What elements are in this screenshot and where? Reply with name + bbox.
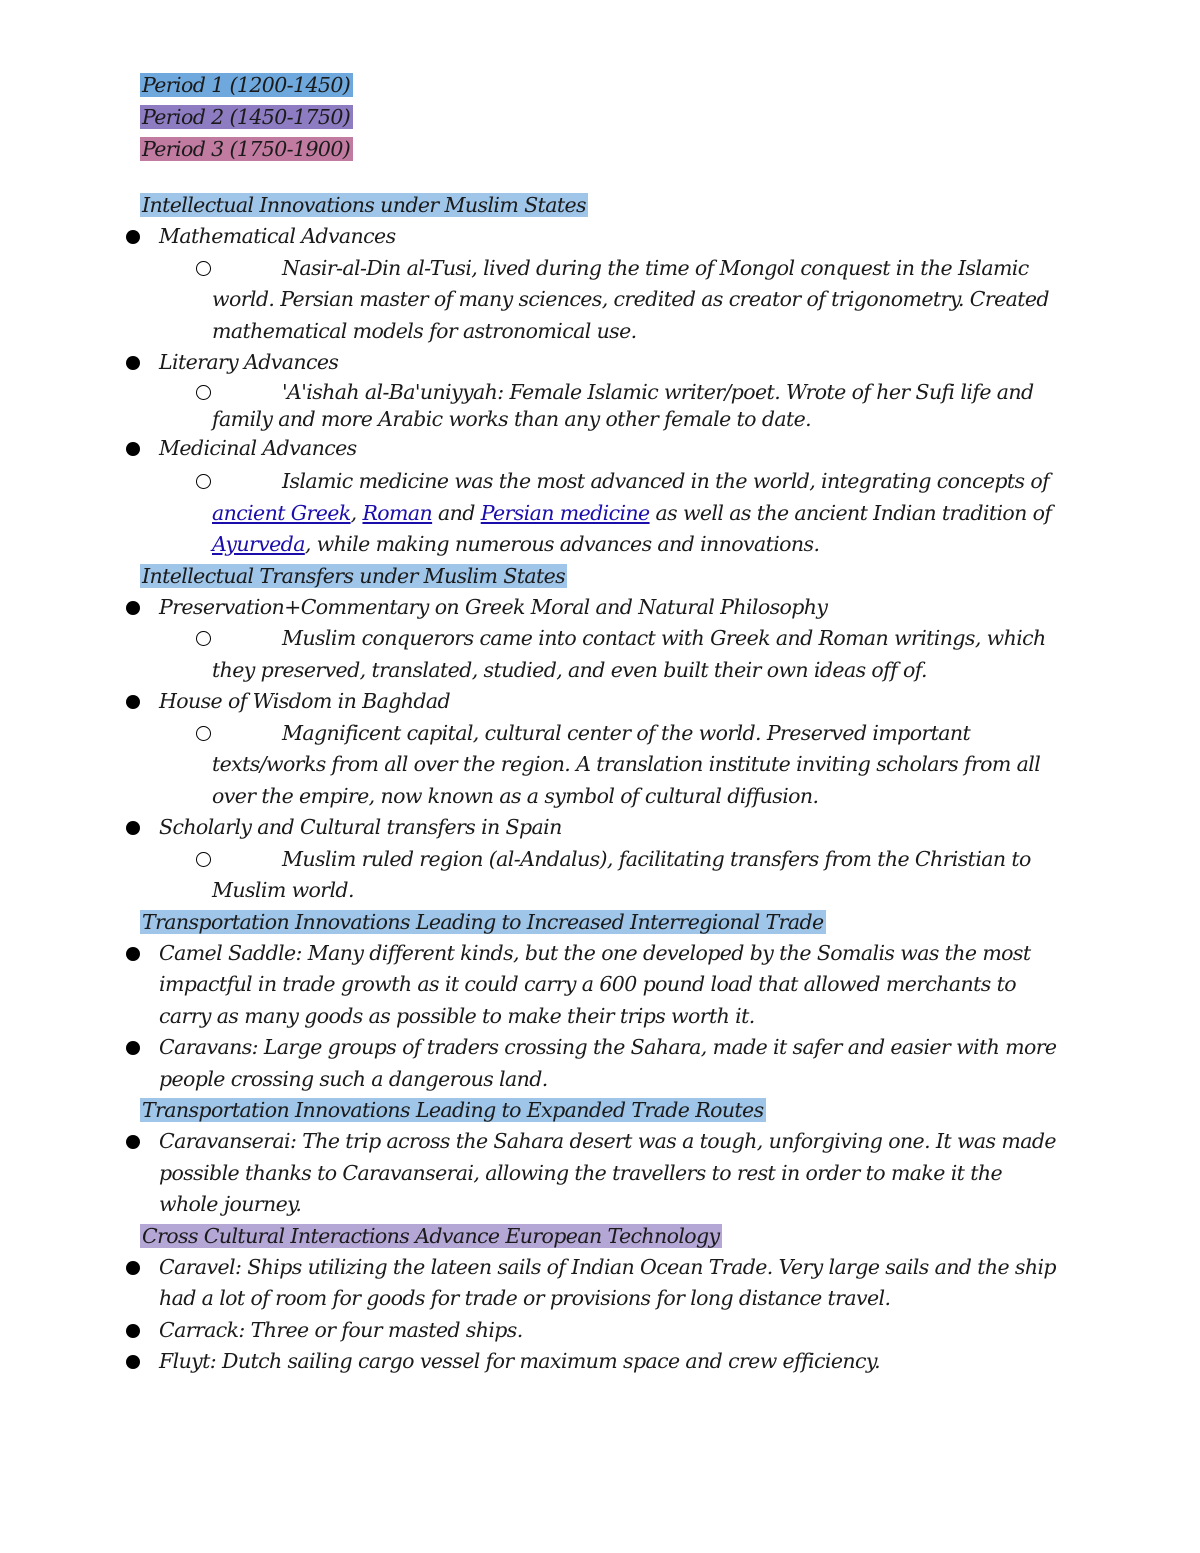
bullet-medicinal-advances: Medicinal Advances: [0, 433, 1200, 465]
link-roman[interactable]: Roman: [362, 500, 433, 525]
sub-bullet-circle: [196, 631, 211, 646]
bullet-dot: [126, 601, 140, 615]
bullet-preservation-commentary: Preservation+Commentary on Greek Moral and Natural Philosophy: [0, 592, 1200, 624]
sub-bullet-circle: [196, 852, 211, 867]
period-legend: [140, 70, 353, 166]
bullet-house-of-wisdom: House of Wisdom in Baghdad: [0, 686, 1200, 718]
bullet-dot: [126, 1355, 140, 1369]
bullet-dot: [126, 947, 140, 961]
period-3-label: Period 3 (1750-1900): [140, 134, 353, 164]
bullet-dot: [126, 230, 140, 244]
bullet-dot: [126, 1135, 140, 1149]
section-heading-intellectual-transfers: Intellectual Transfers under Muslim States: [142, 563, 566, 588]
sub-bullet-islamic-medicine: Islamic medicine was the most advanced in the world, integrating concepts of ancient Greek, Roman and Persian medicine as well as the ancient Indian tradition of Ayurveda, while making numerous advances and innovations.: [0, 464, 1200, 561]
bullet-dot: [126, 1041, 140, 1055]
bullet-dot: [126, 442, 140, 456]
section-heading-expanded-trade-routes: Transportation Innovations Leading to Expanded Trade Routes: [142, 1098, 764, 1122]
bullet-caravanserai: Caravanserai: The trip across the Sahara desert was a tough, unforgiving one. It was made possible thanks to Caravanserai, allowing the travellers to rest in order to make it the whole journey.: [0, 1126, 1200, 1221]
bullet-dot: [126, 1261, 140, 1275]
bullet-dot: [126, 821, 140, 835]
bullet-carrack: Carrack: Three or four masted ships.: [0, 1315, 1200, 1347]
bullet-caravans: Caravans: Large groups of traders crossing the Sahara, made it safer and easier with more people crossing such a dangerous land.: [0, 1032, 1200, 1095]
link-ancient-greek[interactable]: ancient Greek: [212, 500, 351, 525]
link-ayurveda[interactable]: Ayurveda: [212, 532, 305, 556]
bullet-fluyt: Fluyt: Dutch sailing cargo vessel for maximum space and crew efficiency.: [0, 1346, 1200, 1378]
section-heading-intellectual-innovations: Intellectual Innovations under Muslim States: [142, 193, 586, 217]
bullet-literary-advances: Literary Advances: [0, 347, 1200, 379]
sub-bullet-al-tusi: Nasir-al-Din al-Tusi, lived during the time of Mongol conquest in the Islamic world. Persian master of many sciences, credited as creator of trigonometry. Created mathematical models for astronomical use.: [0, 253, 1200, 348]
sub-bullet-al-bauniyyah: 'A'ishah al-Ba'uniyyah: Female Islamic writer/poet. Wrote of her Sufi life and family and more Arabic works than any other female to date.: [0, 379, 1200, 433]
bullet-dot: [126, 695, 140, 709]
sub-bullet-circle: [196, 261, 211, 276]
sub-bullet-circle: [196, 385, 211, 400]
bullet-dot: [126, 356, 140, 370]
section-heading-european-technology: Cross Cultural Interactions Advance European Technology: [142, 1223, 720, 1248]
sub-bullet-circle: [196, 474, 211, 489]
bullet-mathematical-advances: Mathematical Advances: [0, 221, 1200, 253]
bullet-camel-saddle: Camel Saddle: Many different kinds, but the one developed by the Somalis was the most impactful in trade growth as it could carry a 600 pound load that allowed merchants to carry as many goods as possible to make their trips worth it.: [0, 938, 1200, 1033]
sub-bullet-muslim-conquerors: Muslim conquerors came into contact with Greek and Roman writings, which they preserved, translated, studied, and even built their own ideas off of.: [0, 623, 1200, 686]
link-persian-medicine[interactable]: Persian medicine: [480, 500, 650, 525]
period-2-label: Period 2 (1450-1750): [140, 102, 353, 132]
sub-bullet-circle: [196, 726, 211, 741]
bullet-caravel: Caravel: Ships utilizing the lateen sails of Indian Ocean Trade. Very large sails and the ship had a lot of room for goods for trade or provisions for long distance travel.: [0, 1252, 1200, 1315]
sub-bullet-al-andalus: Muslim ruled region (al-Andalus), facilitating transfers from the Christian to Muslim world.: [0, 844, 1200, 907]
section-heading-interregional-trade: Transportation Innovations Leading to Increased Interregional Trade: [142, 909, 824, 934]
bullet-transfers-in-spain: Scholarly and Cultural transfers in Spain: [0, 812, 1200, 844]
notes-body: [0, 190, 1200, 1378]
sub-bullet-baghdad: Magnificent capital, cultural center of the world. Preserved important texts/works from all over the region. A translation institute inviting scholars from all over the empire, now known as a symbol of cultural diffusion.: [0, 718, 1200, 813]
bullet-dot: [126, 1324, 140, 1338]
period-1-label: Period 1 (1200-1450): [140, 70, 353, 100]
